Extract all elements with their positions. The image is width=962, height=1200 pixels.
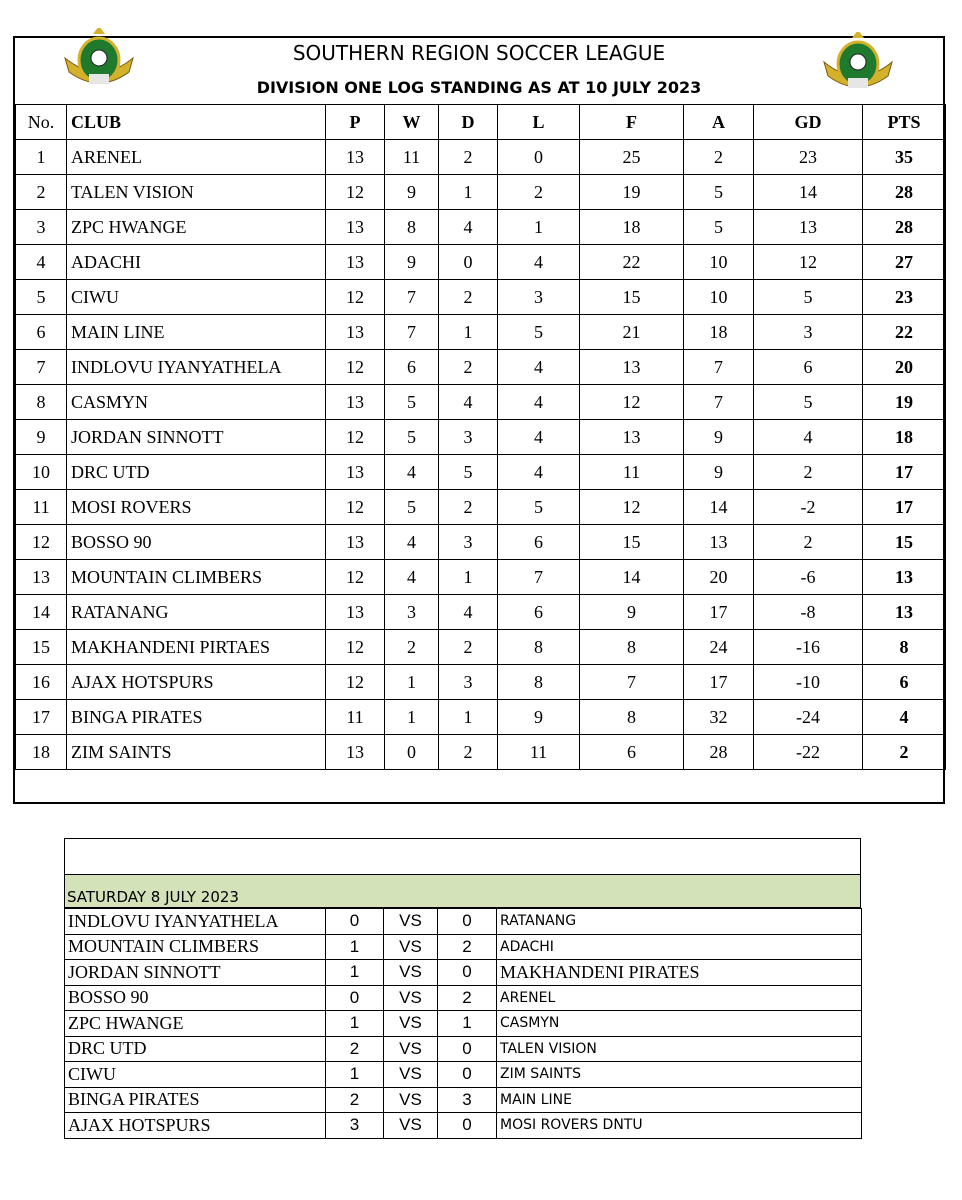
cell-p: 12 — [326, 630, 385, 665]
fixture-home: AJAX HOTSPURS — [65, 1113, 326, 1139]
cell-w: 3 — [385, 595, 439, 630]
cell-a: 13 — [684, 525, 754, 560]
cell-w: 1 — [385, 665, 439, 700]
cell-a: 9 — [684, 455, 754, 490]
cell-club: JORDAN SINNOTT — [67, 420, 326, 455]
cell-pts: 8 — [863, 630, 946, 665]
cell-no: 14 — [16, 595, 67, 630]
cell-w: 8 — [385, 210, 439, 245]
cell-gd: 4 — [754, 420, 863, 455]
cell-w: 1 — [385, 700, 439, 735]
cell-l: 11 — [498, 735, 580, 770]
cell-club: AJAX HOTSPURS — [67, 665, 326, 700]
fixtures-blank-header — [64, 838, 861, 874]
cell-a: 2 — [684, 140, 754, 175]
fixture-hs: 1 — [326, 1011, 384, 1037]
cell-gd: -2 — [754, 490, 863, 525]
cell-l: 5 — [498, 490, 580, 525]
cell-f: 7 — [580, 665, 684, 700]
cell-f: 9 — [580, 595, 684, 630]
fixture-as: 1 — [438, 1011, 497, 1037]
col-gd: GD — [754, 105, 863, 140]
cell-no: 17 — [16, 700, 67, 735]
cell-club: BOSSO 90 — [67, 525, 326, 560]
fixture-vs: VS — [384, 909, 438, 935]
cell-d: 2 — [439, 350, 498, 385]
fixture-away: TALEN VISION — [497, 1036, 862, 1062]
cell-gd: 13 — [754, 210, 863, 245]
cell-d: 3 — [439, 420, 498, 455]
cell-gd: 2 — [754, 455, 863, 490]
cell-f: 8 — [580, 630, 684, 665]
cell-gd: -22 — [754, 735, 863, 770]
fixture-row — [65, 960, 862, 986]
fixture-vs: VS — [384, 934, 438, 960]
standings-table — [15, 104, 946, 804]
cell-pts: 2 — [863, 735, 946, 770]
cell-club: ARENEL — [67, 140, 326, 175]
cell-d: 1 — [439, 700, 498, 735]
cell-p: 12 — [326, 490, 385, 525]
cell-p: 12 — [326, 420, 385, 455]
cell-d: 2 — [439, 630, 498, 665]
fixture-home: INDLOVU IYANYATHELA — [65, 909, 326, 935]
cell-f: 15 — [580, 280, 684, 315]
cell-a: 28 — [684, 735, 754, 770]
cell-gd: -16 — [754, 630, 863, 665]
cell-p: 13 — [326, 210, 385, 245]
fixture-vs: VS — [384, 1036, 438, 1062]
cell-p: 13 — [326, 735, 385, 770]
cell-d: 2 — [439, 490, 498, 525]
cell-pts: 13 — [863, 595, 946, 630]
cell-w: 2 — [385, 630, 439, 665]
fixture-row — [65, 909, 862, 935]
cell-p: 13 — [326, 245, 385, 280]
cell-club: INDLOVU IYANYATHELA — [67, 350, 326, 385]
cell-club: MAKHANDENI PIRTAES — [67, 630, 326, 665]
cell-club: TALEN VISION — [67, 175, 326, 210]
fixture-hs: 0 — [326, 985, 384, 1011]
cell-no: 18 — [16, 735, 67, 770]
cell-p: 12 — [326, 175, 385, 210]
fixture-away: ARENEL — [497, 985, 862, 1011]
cell-p: 13 — [326, 595, 385, 630]
cell-w: 5 — [385, 420, 439, 455]
fixture-home: ZPC HWANGE — [65, 1011, 326, 1037]
table-row — [16, 735, 946, 770]
cell-w: 11 — [385, 140, 439, 175]
cell-f: 25 — [580, 140, 684, 175]
cell-d: 3 — [439, 665, 498, 700]
cell-a: 7 — [684, 350, 754, 385]
cell-w: 4 — [385, 455, 439, 490]
cell-pts: 18 — [863, 420, 946, 455]
table-row — [16, 210, 946, 245]
standings-header-row — [16, 105, 946, 140]
cell-pts: 20 — [863, 350, 946, 385]
table-row — [16, 560, 946, 595]
cell-p: 12 — [326, 665, 385, 700]
cell-f: 11 — [580, 455, 684, 490]
cell-p: 13 — [326, 455, 385, 490]
fixture-as: 2 — [438, 934, 497, 960]
fixture-vs: VS — [384, 1062, 438, 1088]
cell-pts: 28 — [863, 175, 946, 210]
cell-w: 9 — [385, 175, 439, 210]
log-standing-sheet — [13, 36, 945, 804]
fixture-hs: 1 — [326, 1062, 384, 1088]
cell-d: 2 — [439, 280, 498, 315]
cell-l: 4 — [498, 455, 580, 490]
spacer-cell — [16, 770, 946, 805]
cell-p: 13 — [326, 385, 385, 420]
fixture-away: ZIM SAINTS — [497, 1062, 862, 1088]
cell-d: 2 — [439, 735, 498, 770]
cell-l: 4 — [498, 385, 580, 420]
cell-l: 4 — [498, 420, 580, 455]
cell-a: 5 — [684, 210, 754, 245]
fixture-away: RATANANG — [497, 909, 862, 935]
fixture-row — [65, 1036, 862, 1062]
cell-p: 11 — [326, 700, 385, 735]
cell-f: 12 — [580, 490, 684, 525]
cell-f: 6 — [580, 735, 684, 770]
table-row — [16, 245, 946, 280]
cell-f: 14 — [580, 560, 684, 595]
fixture-home: JORDAN SINNOTT — [65, 960, 326, 986]
table-row — [16, 700, 946, 735]
cell-gd: 5 — [754, 280, 863, 315]
cell-a: 9 — [684, 420, 754, 455]
cell-gd: -10 — [754, 665, 863, 700]
table-row — [16, 315, 946, 350]
table-row — [16, 455, 946, 490]
cell-l: 1 — [498, 210, 580, 245]
cell-gd: 2 — [754, 525, 863, 560]
cell-d: 3 — [439, 525, 498, 560]
fixture-hs: 3 — [326, 1113, 384, 1139]
cell-no: 9 — [16, 420, 67, 455]
cell-club: ADACHI — [67, 245, 326, 280]
fixture-home: DRC UTD — [65, 1036, 326, 1062]
cell-l: 4 — [498, 245, 580, 280]
cell-d: 4 — [439, 385, 498, 420]
cell-w: 7 — [385, 280, 439, 315]
cell-no: 11 — [16, 490, 67, 525]
cell-d: 5 — [439, 455, 498, 490]
table-row — [16, 175, 946, 210]
table-spacer-row — [16, 770, 946, 805]
cell-club: ZIM SAINTS — [67, 735, 326, 770]
cell-club: BINGA PIRATES — [67, 700, 326, 735]
cell-pts: 23 — [863, 280, 946, 315]
cell-pts: 19 — [863, 385, 946, 420]
cell-gd: 5 — [754, 385, 863, 420]
cell-club: MOUNTAIN CLIMBERS — [67, 560, 326, 595]
cell-no: 4 — [16, 245, 67, 280]
cell-l: 8 — [498, 630, 580, 665]
cell-club: CASMYN — [67, 385, 326, 420]
table-row — [16, 665, 946, 700]
cell-w: 4 — [385, 525, 439, 560]
fixture-vs: VS — [384, 1087, 438, 1113]
fixture-vs: VS — [384, 985, 438, 1011]
cell-f: 18 — [580, 210, 684, 245]
table-row — [16, 525, 946, 560]
cell-d: 4 — [439, 210, 498, 245]
cell-pts: 6 — [863, 665, 946, 700]
col-p: P — [326, 105, 385, 140]
table-row — [16, 385, 946, 420]
cell-l: 6 — [498, 595, 580, 630]
cell-f: 21 — [580, 315, 684, 350]
fixture-row — [65, 934, 862, 960]
cell-l: 2 — [498, 175, 580, 210]
cell-no: 1 — [16, 140, 67, 175]
cell-pts: 22 — [863, 315, 946, 350]
fixture-as: 0 — [438, 909, 497, 935]
cell-w: 0 — [385, 735, 439, 770]
cell-no: 6 — [16, 315, 67, 350]
fixture-hs: 2 — [326, 1036, 384, 1062]
fixture-home: MOUNTAIN CLIMBERS — [65, 934, 326, 960]
log-subtitle: DIVISION ONE LOG STANDING AS AT 10 JULY 2023 — [256, 78, 702, 97]
fixtures-table — [64, 908, 862, 1139]
fixture-as: 2 — [438, 985, 497, 1011]
cell-pts: 27 — [863, 245, 946, 280]
cell-pts: 35 — [863, 140, 946, 175]
cell-w: 5 — [385, 385, 439, 420]
cell-l: 7 — [498, 560, 580, 595]
cell-w: 4 — [385, 560, 439, 595]
cell-gd: 3 — [754, 315, 863, 350]
cell-a: 14 — [684, 490, 754, 525]
cell-f: 19 — [580, 175, 684, 210]
fixtures-date: SATURDAY 8 JULY 2023 — [64, 874, 861, 908]
cell-d: 1 — [439, 560, 498, 595]
cell-p: 13 — [326, 140, 385, 175]
cell-gd: -8 — [754, 595, 863, 630]
cell-a: 18 — [684, 315, 754, 350]
table-row — [16, 140, 946, 175]
fixture-hs: 1 — [326, 960, 384, 986]
cell-a: 20 — [684, 560, 754, 595]
table-row — [16, 490, 946, 525]
cell-no: 3 — [16, 210, 67, 245]
cell-l: 8 — [498, 665, 580, 700]
cell-d: 0 — [439, 245, 498, 280]
cell-gd: -6 — [754, 560, 863, 595]
cell-a: 24 — [684, 630, 754, 665]
cell-l: 4 — [498, 350, 580, 385]
fixture-away: MAKHANDENI PIRATES — [497, 960, 862, 986]
cell-pts: 28 — [863, 210, 946, 245]
cell-f: 15 — [580, 525, 684, 560]
col-d: D — [439, 105, 498, 140]
cell-no: 15 — [16, 630, 67, 665]
fixture-hs: 2 — [326, 1087, 384, 1113]
cell-no: 13 — [16, 560, 67, 595]
col-l: L — [498, 105, 580, 140]
col-no: No. — [16, 105, 67, 140]
cell-f: 13 — [580, 350, 684, 385]
cell-d: 1 — [439, 175, 498, 210]
cell-w: 7 — [385, 315, 439, 350]
fixture-as: 0 — [438, 960, 497, 986]
cell-a: 17 — [684, 665, 754, 700]
table-row — [16, 280, 946, 315]
cell-p: 13 — [326, 525, 385, 560]
fixture-row — [65, 1113, 862, 1139]
cell-gd: 12 — [754, 245, 863, 280]
cell-club: DRC UTD — [67, 455, 326, 490]
cell-w: 6 — [385, 350, 439, 385]
cell-club: RATANANG — [67, 595, 326, 630]
fixture-as: 0 — [438, 1062, 497, 1088]
fixture-home: BINGA PIRATES — [65, 1087, 326, 1113]
cell-p: 12 — [326, 560, 385, 595]
cell-a: 10 — [684, 245, 754, 280]
cell-no: 8 — [16, 385, 67, 420]
cell-w: 5 — [385, 490, 439, 525]
table-row — [16, 420, 946, 455]
fixture-as: 0 — [438, 1113, 497, 1139]
cell-no: 7 — [16, 350, 67, 385]
cell-l: 6 — [498, 525, 580, 560]
table-row — [16, 630, 946, 665]
cell-f: 22 — [580, 245, 684, 280]
fixture-home: CIWU — [65, 1062, 326, 1088]
cell-club: MOSI ROVERS — [67, 490, 326, 525]
cell-no: 2 — [16, 175, 67, 210]
fixture-hs: 1 — [326, 934, 384, 960]
fixture-as: 3 — [438, 1087, 497, 1113]
fixture-row — [65, 985, 862, 1011]
cell-a: 5 — [684, 175, 754, 210]
cell-p: 13 — [326, 315, 385, 350]
cell-f: 8 — [580, 700, 684, 735]
cell-a: 17 — [684, 595, 754, 630]
col-f: F — [580, 105, 684, 140]
cell-gd: -24 — [754, 700, 863, 735]
cell-club: CIWU — [67, 280, 326, 315]
cell-l: 5 — [498, 315, 580, 350]
fixture-away: MOSI ROVERS DNTU — [497, 1113, 862, 1139]
cell-d: 1 — [439, 315, 498, 350]
fixture-as: 0 — [438, 1036, 497, 1062]
cell-a: 7 — [684, 385, 754, 420]
cell-p: 12 — [326, 350, 385, 385]
cell-a: 10 — [684, 280, 754, 315]
fixture-vs: VS — [384, 960, 438, 986]
fixture-hs: 0 — [326, 909, 384, 935]
fixture-away: ADACHI — [497, 934, 862, 960]
cell-l: 9 — [498, 700, 580, 735]
cell-club: MAIN LINE — [67, 315, 326, 350]
table-row — [16, 595, 946, 630]
cell-gd: 6 — [754, 350, 863, 385]
fixture-row — [65, 1087, 862, 1113]
cell-pts: 17 — [863, 455, 946, 490]
cell-no: 12 — [16, 525, 67, 560]
fixtures-section — [64, 838, 861, 1139]
league-title: SOUTHERN REGION SOCCER LEAGUE — [292, 41, 666, 65]
cell-no: 16 — [16, 665, 67, 700]
cell-pts: 15 — [863, 525, 946, 560]
cell-no: 10 — [16, 455, 67, 490]
cell-l: 3 — [498, 280, 580, 315]
cell-pts: 13 — [863, 560, 946, 595]
fixture-row — [65, 1011, 862, 1037]
cell-f: 12 — [580, 385, 684, 420]
cell-f: 13 — [580, 420, 684, 455]
cell-l: 0 — [498, 140, 580, 175]
fixture-home: BOSSO 90 — [65, 985, 326, 1011]
cell-gd: 14 — [754, 175, 863, 210]
fixture-away: CASMYN — [497, 1011, 862, 1037]
fixture-vs: VS — [384, 1113, 438, 1139]
cell-p: 12 — [326, 280, 385, 315]
col-w: W — [385, 105, 439, 140]
cell-pts: 17 — [863, 490, 946, 525]
cell-pts: 4 — [863, 700, 946, 735]
cell-d: 2 — [439, 140, 498, 175]
fixture-away: MAIN LINE — [497, 1087, 862, 1113]
cell-gd: 23 — [754, 140, 863, 175]
fixture-vs: VS — [384, 1011, 438, 1037]
cell-w: 9 — [385, 245, 439, 280]
cell-no: 5 — [16, 280, 67, 315]
col-pts: PTS — [863, 105, 946, 140]
cell-club: ZPC HWANGE — [67, 210, 326, 245]
cell-d: 4 — [439, 595, 498, 630]
table-row — [16, 350, 946, 385]
col-a: A — [684, 105, 754, 140]
fixture-row — [65, 1062, 862, 1088]
col-club: CLUB — [67, 105, 326, 140]
cell-a: 32 — [684, 700, 754, 735]
